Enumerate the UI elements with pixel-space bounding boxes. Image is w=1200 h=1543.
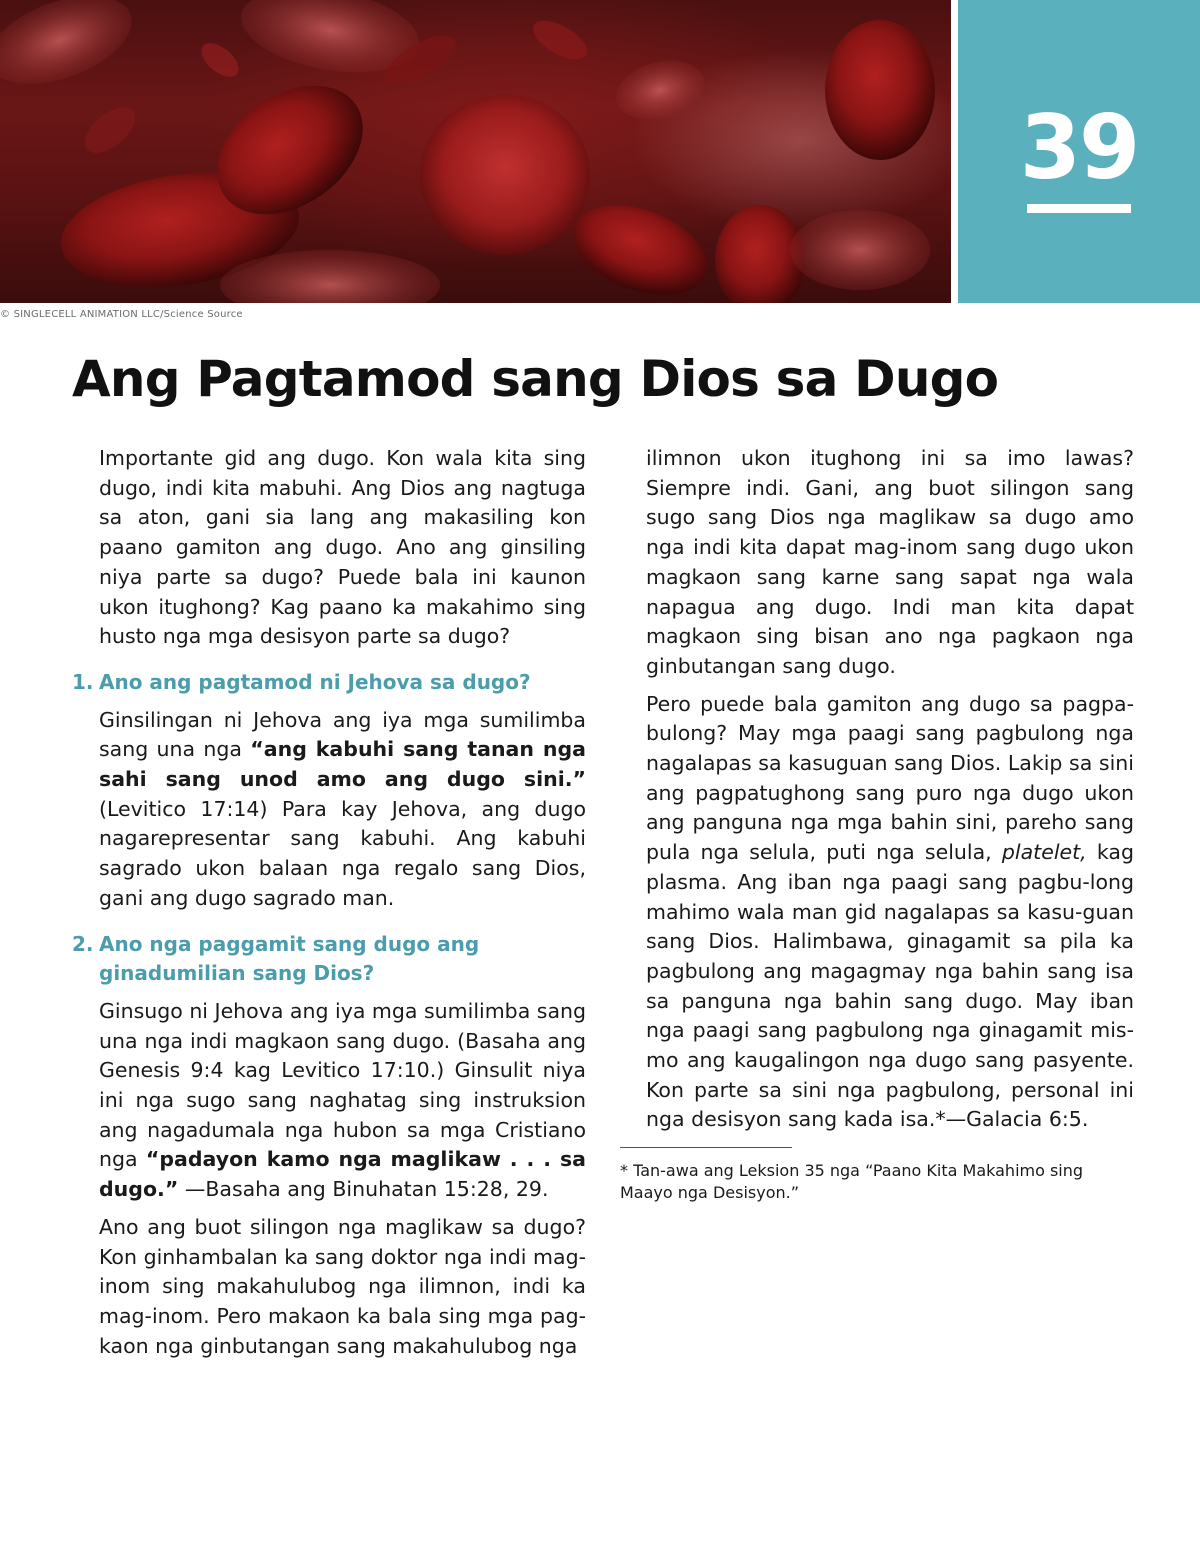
section-2-p3-text-a: Pero puede bala gamiton ang dugo sa pagpa-bulong? May mga paagi sang pagbulong nga nagalapas sa kasuguan sang Dios. Lakip sa sini ang pagpatughong sang puro nga dugo ukon ang panguna nga mga bahin sini, pareho sang pula nga selula, puti nga selula, [646,691,1134,865]
page-title: Ang Pagtamod sang Dios sa Dugo [72,350,999,408]
section-2-paragraph-1 [99,997,586,1205]
section-2-quote: “padayon kamo nga maglikaw . . . sa dugo.” [99,1147,586,1202]
lesson-number: 39 [1019,96,1139,199]
image-credit: © SINGLECELL ANIMATION LLC/Science Source [0,309,243,320]
section-2-p3-text-b: kag plasma. Ang iban nga paagi sang pagbu-long mahimo wala man gid nagalapas sa kasu-guan sang Dios. Halimbawa, ginagamit sa pila ka pagbulong ang magagmay nga bahin sang isa sa panguna nga bahin sang dugo. May iban nga paagi sang pagbulong nga ginagamit mis-mo ang kaugalingon nga dugo sang pasyente. Kon parte sa sini nga pagbulong, personal ini nga desisyon sang kada isa.*—Galacia 6:5. [646,840,1134,1132]
section-1-quote: “ang kabuhi sang tanan nga sahi sang unod amo ang dugo sini.” [99,737,586,792]
question-2-text: Ano nga paggamit sang dugo ang ginadumilian sang Dios? [99,931,480,986]
question-1-number: 1. [72,669,94,694]
section-1-paragraph [99,706,586,914]
right-column [620,444,1134,1204]
section-2-text-a: Ginsugo ni Jehova ang iya mga sumilimba sang una nga indi magkaon sang dugo. (Basaha ang Genesis 9:4 kag Levitico 17:10.) Ginsulit niya ini nga sugo sang naghatag sing instruksion ang nagadumala nga hubon sa mga Cristiano nga [99,998,587,1172]
lesson-number-underline [1027,204,1131,213]
question-1-heading [72,668,586,698]
lesson-number-badge [958,0,1200,303]
hero-image [0,0,951,303]
section-2-paragraph-2-continued: ilimnon ukon itughong ini sa imo lawas? Siempre indi. Gani, ang buot silingon sang sugo sang Dios nga maglikaw sa dugo amo nga indi kita dapat mag-inom sang dugo ukon magkaon sang karne sang sapat nga wala napagua ang dugo. Indi man kita dapat magkaon sing bisan ano nga pagkaon nga ginbutangan sang dugo. [646,446,1134,678]
footnote: * Tan-awa ang Leksion 35 nga “Paano Kita Makahimo sing Maayo nga Desisyon.” [620,1161,1084,1203]
intro-paragraph: Importante gid ang dugo. Kon wala kita sing dugo, indi kita mabuhi. Ang Dios ang nagtuga sa aton, gani sia lang ang makasiling kon paano gamiton ang dugo. Ano ang ginsiling niya parte sa dugo? Puede bala ini kaunon ukon itughong? Kag paano ka makahimo sing husto nga mga desisyon parte sa dugo? [99,446,586,649]
question-2-heading [72,930,586,989]
question-2-number: 2. [72,931,94,956]
section-2-text-b: —Basaha ang Binuhatan 15:28, 29. [178,1177,549,1202]
footnote-divider [620,1147,792,1148]
section-1-text-b: (Levitico 17:14) Para kay Jehova, ang dugo nagarepresentar sang kabuhi. Ang kabuhi sagrado ukon balaan nga regalo sang Dios, gani ang dugo sagrado man. [99,796,586,910]
section-2-paragraph-2: Ano ang buot silingon nga maglikaw sa dugo? Kon ginhambalan ka sang doktor nga indi mag-inom sing makahulubog nga ilimnon, indi ka mag-inom. Pero makaon ka bala sing mga pag-kaon nga ginbutangan sang makahulubog nga [99,1214,586,1358]
blood-cells-image [0,0,951,303]
section-1-text-a: Ginsilingan ni Jehova ang iya mga sumilimba sang una nga [99,707,586,762]
left-column [72,444,586,1369]
section-2-p3-italic: platelet, [1001,840,1087,865]
question-1-text: Ano ang pagtamod ni Jehova sa dugo? [99,669,531,694]
section-2-paragraph-3 [646,690,1134,1136]
